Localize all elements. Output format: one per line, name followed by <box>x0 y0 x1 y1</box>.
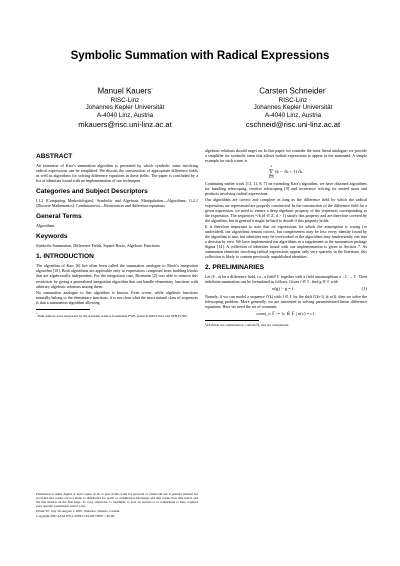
author-name: Manuel Kauers <box>97 86 152 96</box>
author-mark: * <box>151 87 153 91</box>
author-name: Carsten Schneider <box>259 86 326 96</box>
author-email: mkauers@risc.uni-linz.ac.at <box>78 120 172 130</box>
abstract-heading: ABSTRACT <box>36 153 73 160</box>
footnote-rule <box>36 309 90 310</box>
affiliation-line: A-4040 Linz, Austria <box>96 111 154 119</box>
paper-title: Symbolic Summation with Radical Expressions <box>70 50 330 62</box>
author-mark: * <box>325 87 327 91</box>
affiliation-line: Johannes Kepler Universität <box>253 104 333 112</box>
abstract-text: An extension of Karr's summation algorithm is presented by which symbolic sums involving radical expressions can be simplified. We discuss the construction of appropriate difference fields as well as algorithms for solving difference equations in these fields. The paper is concluded by a list of identities found with an implementation of our techniques. <box>36 163 198 184</box>
author-block <box>218 84 368 129</box>
keywords-heading: Keywords <box>36 233 68 241</box>
sum-term: (k − √k + 1)√k. <box>274 169 304 175</box>
keywords-text: Symbolic Summation, Difference Fields, Square Roots, Algebraic Functions <box>36 243 160 249</box>
introduction-paragraph: No summation analogue to this algorithm is known. Even worse, while algebraic functions naturally belong to the elementary functions, it is not clear what the most natural class of sequences is that a summation algorithm allowing <box>36 289 198 305</box>
body-paragraph: Let (𝔽, σ) be a difference field, i.e., a field¹ 𝔽 together with a field automorphism σ : 𝔽 → 𝔽. Then indefinite summation can be formulated as follows. Given f ∈ 𝔽, find g ∈ 𝔽 with <box>205 274 367 285</box>
introduction-heading: 1. INTRODUCTION <box>36 253 94 261</box>
example-sum <box>205 165 367 179</box>
affiliation-line: A-4040 Linz, Austria <box>264 111 322 119</box>
sum-lower: k=0 <box>268 174 274 179</box>
body-paragraph: algebraic relations should target on. In this paper, we consider the most literal analogue: we provide a simplifier for symbolic sums that allows radical expressions to appear in the summand. A simple example for such a sum is <box>205 148 367 164</box>
equation-text: σ(g) − g = f. <box>272 286 295 292</box>
body-paragraph: Our algorithms are correct and complete as long as the difference field by which the radical expressions are represented are properly constructed. In the construction of the difference field for a given expression, we need to ensure a deep algebraic property of the sequences corresponding to the expression. The sequences ⁿ√k (d ∈ ℤ, d > 1) satisfy this property and are therefore covered by the algorithm, but in general it might be hard to decide if this property holds. <box>205 197 367 223</box>
equation-1 <box>205 286 367 292</box>
footnote-text: Both authors were supported by the Austrian science foundation FWF, grants P16613-N12 and SFB F1305. <box>37 313 188 318</box>
general-terms-text: Algorithms <box>36 223 55 229</box>
footnote-mark: * <box>36 311 38 316</box>
left-column <box>36 148 198 319</box>
body-paragraph: Continuing earlier work [13, 11, 8, 7] on extending Karr's algorithm, we have obtained algorithms for handling telescoping, creative telescoping [9] and recurrence solving for nested sums and products involving radical expressions. <box>205 181 367 197</box>
preliminaries-heading: 2. PRELIMINARIES <box>205 264 264 272</box>
venue-text: ISSAC'07, July 29–August 1, 2007, Waterloo, Ontario, Canada. <box>36 509 121 514</box>
author-block <box>50 84 200 129</box>
constants-definition: const_σ 𝔽 := {c ∈ 𝔽 | σ(c) = c}. <box>256 310 316 316</box>
affiliation-line: RISC-Linz <box>278 96 308 104</box>
copyright-text: Copyright 2007 ACM 978-1-59593-743-8/07/0007 ...$5.00. <box>36 514 115 519</box>
fields-footnote: ¹All fields are commutative, contain ℚ, and are computable. <box>205 323 290 328</box>
introduction-paragraph: The algorithm of Karr [6] has often been called the summation analogue to Risch's integration algorithm [10]. Both algorithms are applicable only to expressions composed from building blocks that are algebraically independent. For the integration case, Bronstein [2] was able to remove this restriction by giving a generalized integration algorithm that can handle elementary functions with arbitrary algebraic relations among them. <box>36 263 198 289</box>
sum-upper: n <box>270 164 273 169</box>
permission-text: Permission to make digital or hard copies of all or part of this work for personal or classroom use is granted without fee provided that copies are not made or distributed for profit or commercial advantage and that copies bear this notice and the full citation on the first page. To copy otherwise, to republish, to post on servers or to redistribute to lists, requires prior specific permission and/or a fee. <box>36 492 198 509</box>
permission-block <box>36 492 198 520</box>
affiliation-line: Johannes Kepler Universität <box>85 104 165 112</box>
general-terms-heading: General Terms <box>36 213 82 221</box>
funding-footnote <box>36 312 198 319</box>
categories-heading: Categories and Subject Descriptors <box>36 188 148 196</box>
categories-text: I.1.2 [Computing Methodologies]: Symbolic and Algebraic Manipulation—Algorithms; G.2.1 [Discrete Mathematics]: Combinatorics—Recurrences and difference equations <box>36 198 198 209</box>
footnote-rule <box>205 320 259 321</box>
right-column <box>205 148 367 329</box>
affiliation-line: RISC-Linz <box>110 96 140 104</box>
sum-symbol: n ∑ k=0 <box>268 164 274 179</box>
author-email: cschneid@risc.uni-linz.ac.at <box>245 120 341 130</box>
body-paragraph: It is therefore important to note that on expressions for which the assumption is wrong (or undecided), our algorithms remain correct, but completeness may be lost: every identity found by the algorithm is true, but identities may be overlooked or the algorithms may inadvertently run into a division by zero. We have implemented our algorithms as a supplement to the summation package Sigma [14]. A collection of identities found with our implementation is given in Section 7. As summation identities involving radical expressions appear only very sparsely in the literature, this collection is likely to contain previously unpublished identities. <box>205 223 367 259</box>
body-paragraph: Namely, if we can model a sequence f′(k) with f ∈ 𝔽 by the shift f′(k+1) ≅ σ(f), then we solve the telescoping problem. More generally, we are interested in solving parameterized linear difference equations. Here we need the set of constants <box>205 293 367 309</box>
equation-number: (1) <box>361 286 367 292</box>
